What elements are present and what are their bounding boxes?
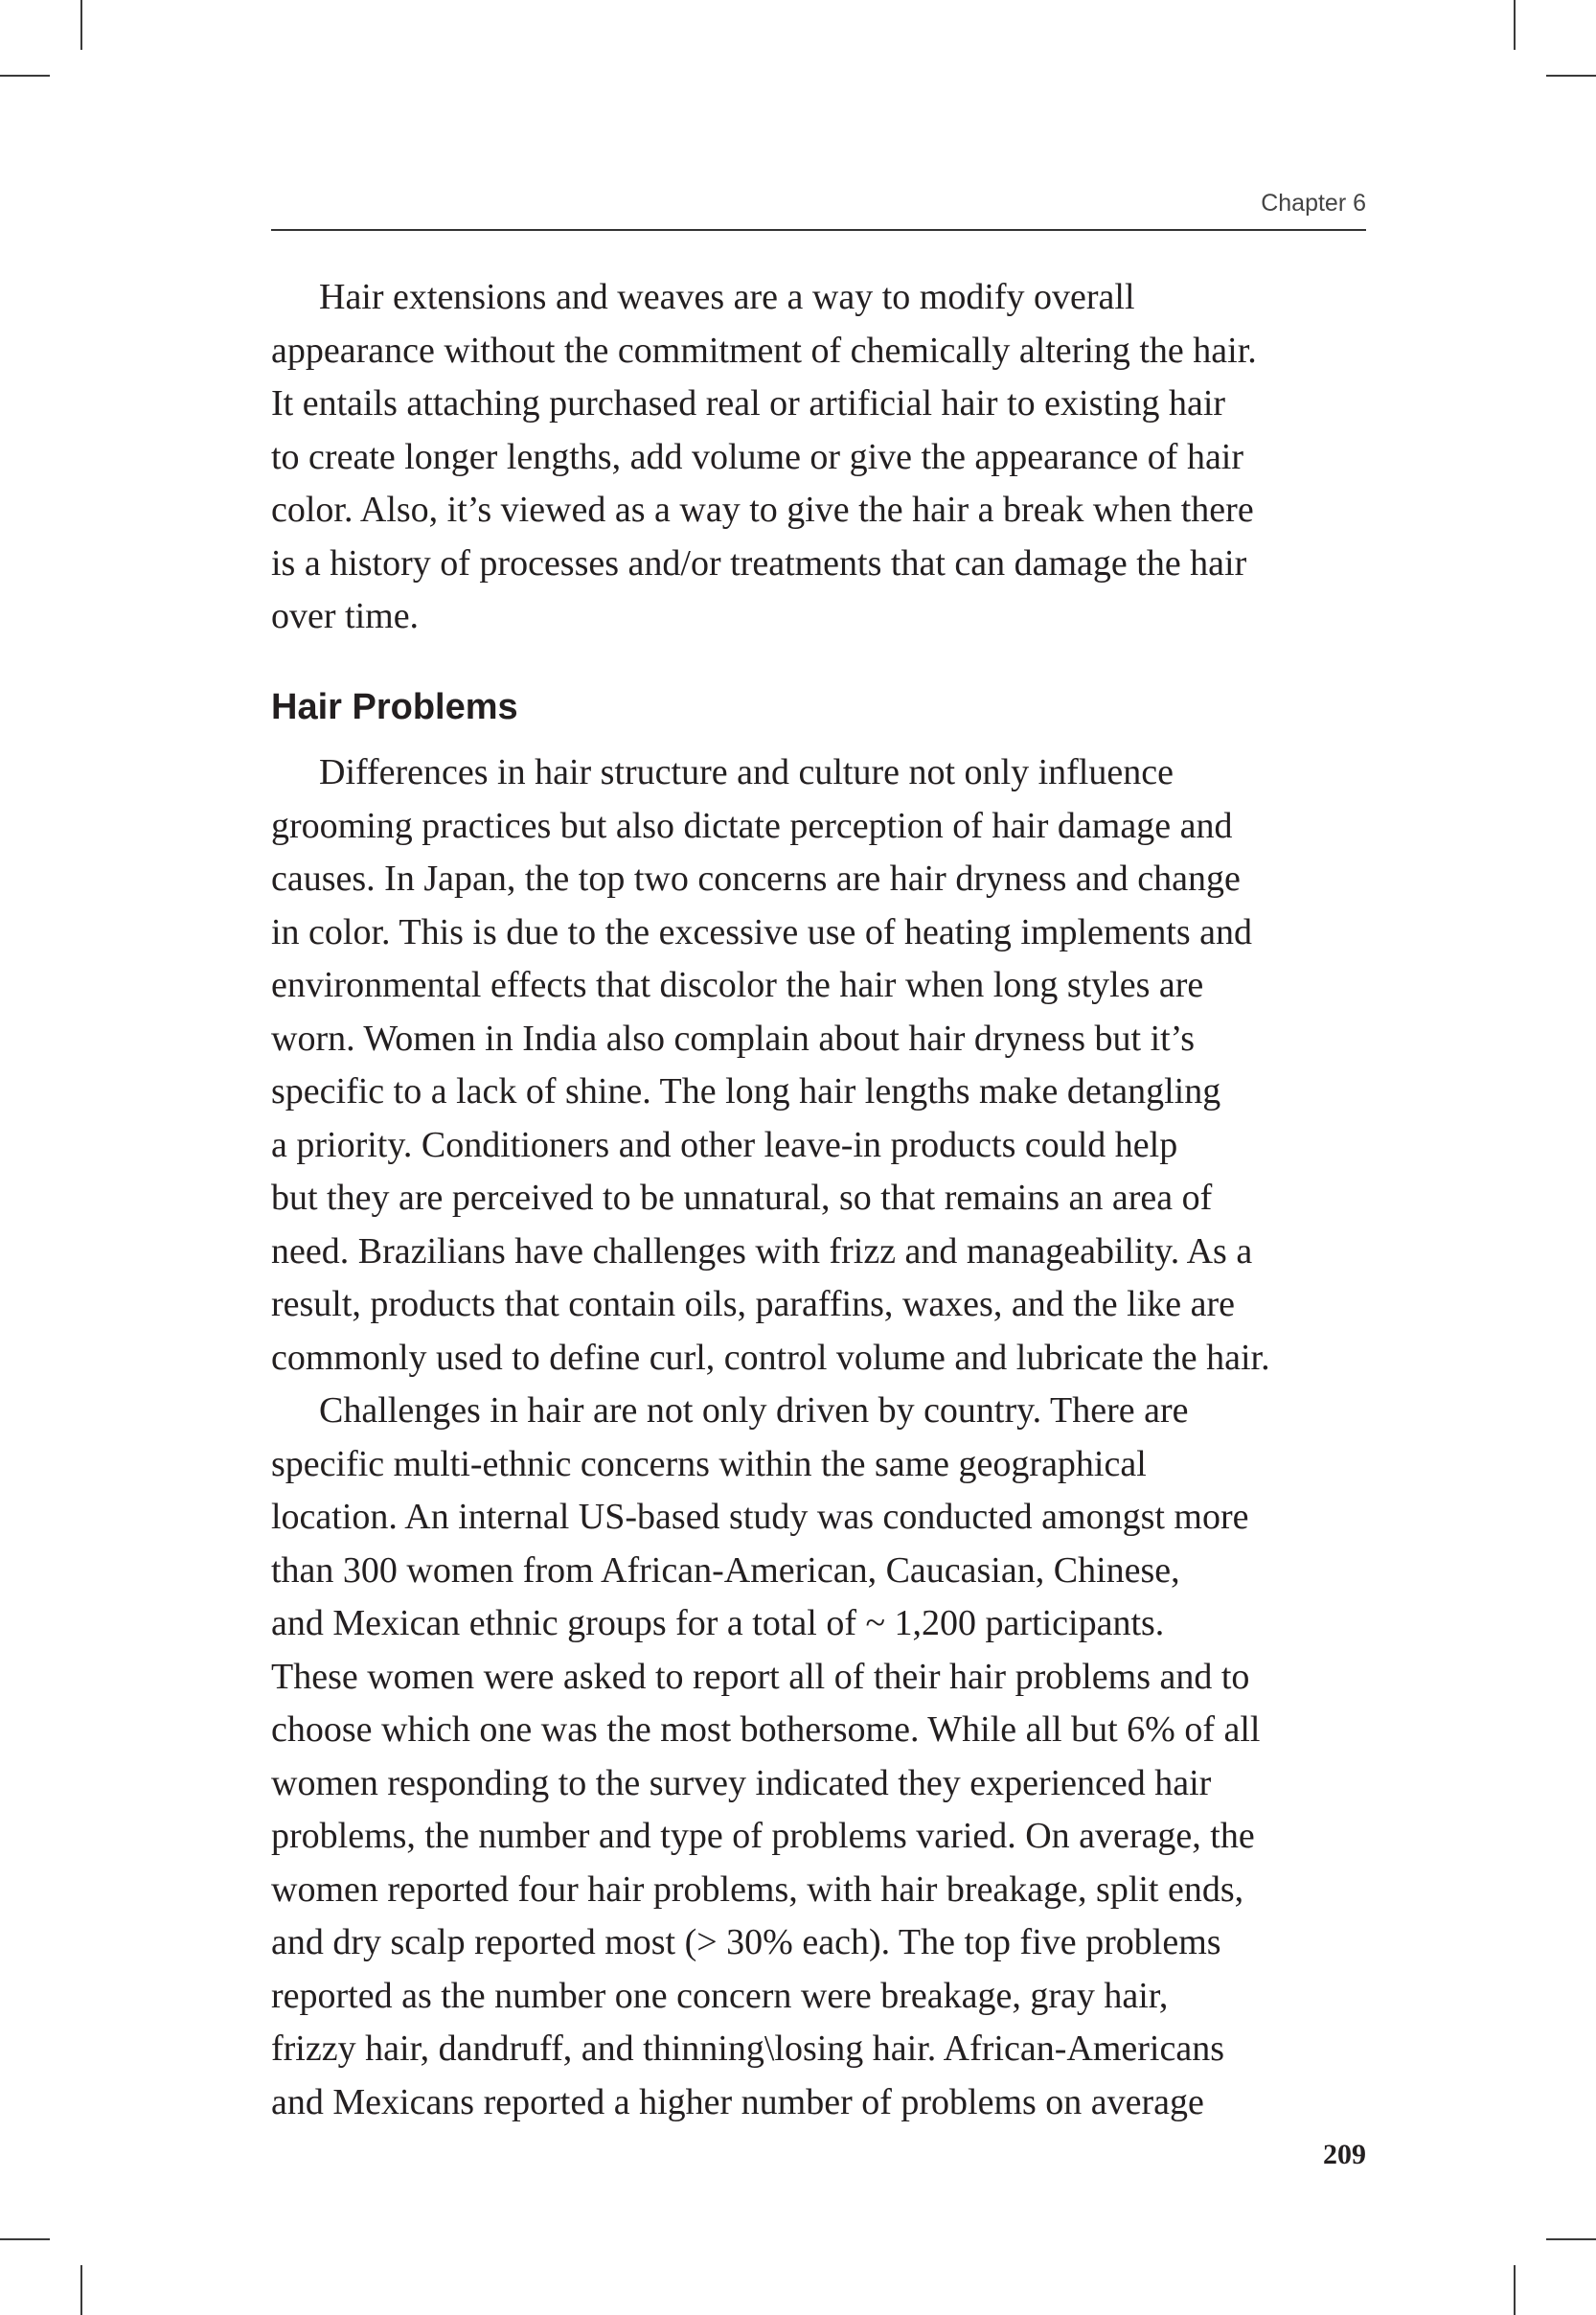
text-line: over time. — [271, 596, 420, 636]
text-line: problems, the number and type of problems varied. On average, the — [271, 1816, 1255, 1856]
text-line: color. Also, it’s viewed as a way to give the hair a break when there — [271, 490, 1254, 530]
header-rule — [271, 229, 1366, 231]
text-line: grooming practices but also dictate perception of hair damage and — [271, 805, 1233, 846]
text-line: These women were asked to report all of their hair problems and to — [271, 1656, 1250, 1697]
crop-mark-top-right-h — [1546, 75, 1596, 77]
text-line: environmental effects that discolor the hair when long styles are — [271, 965, 1204, 1005]
text-line: a priority. Conditioners and other leave-in products could help — [271, 1124, 1178, 1165]
text-line: appearance without the commitment of chemically altering the hair. — [271, 330, 1257, 371]
text-line: specific multi-ethnic concerns within the same geographical — [271, 1443, 1147, 1484]
text-line: but they are perceived to be unnatural, so that remains an area of — [271, 1178, 1213, 1218]
page-number: 209 — [1323, 2139, 1366, 2170]
text-line: frizzy hair, dandruff, and thinning\losing hair. African-Americans — [271, 2028, 1224, 2069]
text-line: and dry scalp reported most (> 30% each). The top five problems — [271, 1922, 1221, 1962]
crop-mark-top-left-h — [0, 75, 50, 77]
text-line: Challenges in hair are not only driven by country. There are — [319, 1390, 1189, 1431]
text-line: Hair extensions and weaves are a way to modify overall — [319, 277, 1135, 317]
running-head: Chapter 6 — [1261, 190, 1366, 217]
text-line: women reported four hair problems, with hair breakage, split ends, — [271, 1868, 1244, 1910]
text-line: and Mexican ethnic groups for a total of ~ 1,200 participants. — [271, 1603, 1165, 1643]
text-line: than 300 women from African-American, Caucasian, Chinese, — [271, 1549, 1180, 1591]
text-line: result, products that contain oils, paraffins, waxes, and the like are — [271, 1284, 1235, 1324]
text-line: need. Brazilians have challenges with frizz and manageability. As a — [271, 1230, 1253, 1272]
crop-mark-bottom-right — [1514, 2265, 1516, 2315]
text-line: is a history of processes and/or treatments that can damage the hair — [271, 542, 1247, 584]
text-line: worn. Women in India also complain about hair dryness but it’s — [271, 1018, 1196, 1059]
text-line: specific to a lack of shine. The long hair lengths make detangling — [271, 1071, 1221, 1112]
text-line: commonly used to define curl, control volume and lubricate the hair. — [271, 1337, 1270, 1378]
text-line: women responding to the survey indicated they experienced hair — [271, 1762, 1212, 1803]
section-heading: Hair Problems — [271, 687, 518, 727]
text-line: It entails attaching purchased real or artificial hair to existing hair — [271, 383, 1226, 424]
text-line: to create longer lengths, add volume or give the appearance of hair — [271, 436, 1244, 477]
crop-mark-bottom-left-h — [0, 2238, 50, 2240]
crop-mark-top-right — [1514, 0, 1516, 50]
text-line: in color. This is due to the excessive use of heating implements and — [271, 911, 1253, 952]
paragraph-extensions — [271, 271, 1366, 644]
crop-mark-bottom-left — [80, 2265, 82, 2315]
crop-mark-top-left — [80, 0, 82, 50]
crop-mark-bottom-right-h — [1546, 2238, 1596, 2240]
text-line: Differences in hair structure and culture not only influence — [319, 752, 1174, 792]
text-line: location. An internal US-based study was conducted amongst more — [271, 1497, 1249, 1537]
text-line: causes. In Japan, the top two concerns are hair dryness and change — [271, 859, 1241, 899]
text-line: and Mexicans reported a higher number of problems on average — [271, 2081, 1204, 2122]
text-line: choose which one was the most bothersome. While all but 6% of all — [271, 1709, 1261, 1750]
paragraph-differences — [271, 746, 1366, 2129]
text-line: reported as the number one concern were breakage, gray hair, — [271, 1975, 1169, 2016]
